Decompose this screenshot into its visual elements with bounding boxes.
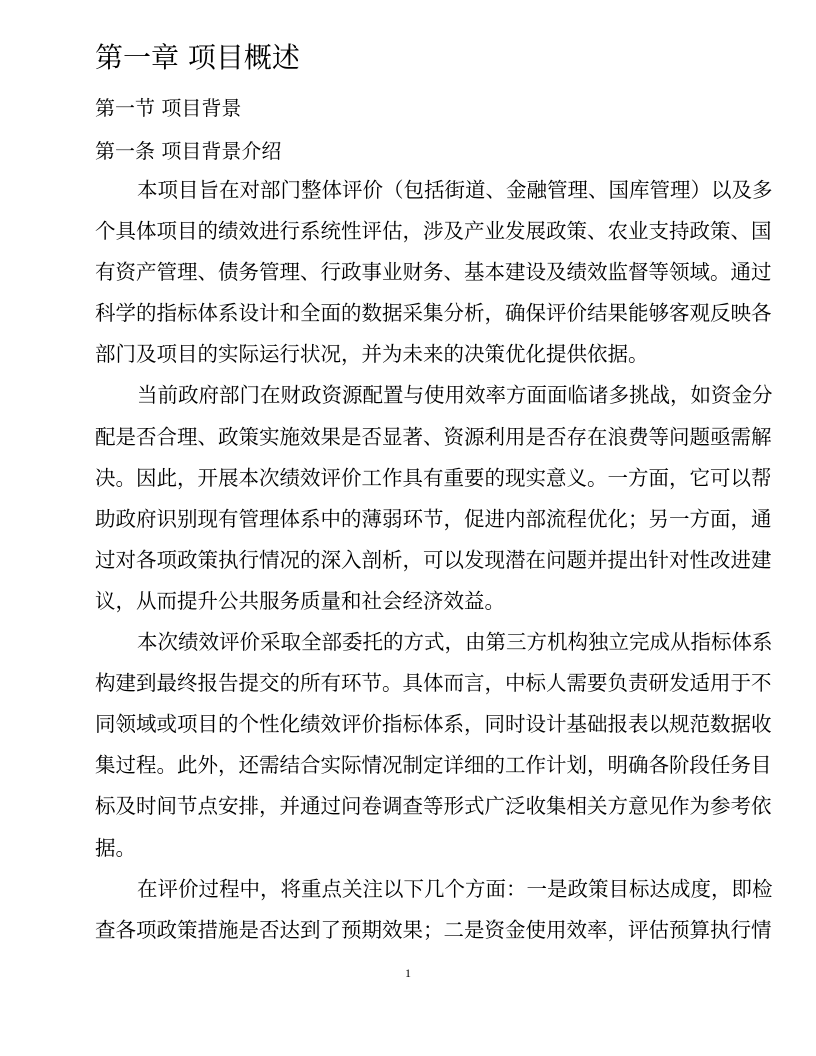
paragraph-line: 有资产管理、债务管理、行政事业财务、基本建设及绩效监督等领域。通过	[95, 260, 772, 285]
paragraph-line: 在评价过程中，将重点关注以下几个方面：一是政策目标达成度，即检	[137, 876, 773, 901]
document-body	[95, 170, 773, 951]
paragraph	[95, 869, 773, 951]
paragraph-line: 过对各项政策执行情况的深入剖析，可以发现潜在问题并提出针对性改进建	[95, 547, 772, 572]
section-title: 第一节 项目背景	[95, 96, 242, 120]
paragraph-line: 配是否合理、政策实施效果是否显著、资源利用是否存在浪费等问题亟需解	[95, 424, 772, 449]
paragraph-line: 助政府识别现有管理体系中的薄弱环节，促进内部流程优化；另一方面，通	[95, 506, 772, 531]
page-number: 1	[405, 966, 411, 980]
paragraph-line: 个具体项目的绩效进行系统性评估，涉及产业发展政策、农业支持政策、国	[95, 219, 772, 244]
paragraph	[95, 375, 773, 622]
paragraph	[95, 622, 773, 869]
chapter-title: 第一章 项目概述	[95, 41, 300, 74]
paragraph-line: 决。因此，开展本次绩效评价工作具有重要的现实意义。一方面，它可以帮	[95, 465, 772, 490]
paragraph-line: 当前政府部门在财政资源配置与使用效率方面面临诸多挑战，如资金分	[137, 383, 773, 408]
paragraph-line: 据。	[95, 835, 136, 860]
article-title: 第一条 项目背景介绍	[95, 139, 282, 163]
paragraph	[95, 170, 773, 375]
paragraph-line: 集过程。此外，还需结合实际情况制定详细的工作计划，明确各阶段任务目	[95, 753, 772, 778]
paragraph-line: 本项目旨在对部门整体评价（包括街道、金融管理、国库管理）以及多	[137, 178, 773, 202]
paragraph-line: 本次绩效评价采取全部委托的方式，由第三方机构独立完成从指标体系	[137, 630, 773, 655]
paragraph-line: 议，从而提升公共服务质量和社会经济效益。	[95, 588, 505, 613]
paragraph-line: 部门及项目的实际运行状况，并为未来的决策优化提供依据。	[95, 342, 649, 367]
paragraph-line: 构建到最终报告提交的所有环节。具体而言，中标人需要负责研发适用于不	[95, 671, 772, 696]
paragraph-line: 科学的指标体系设计和全面的数据采集分析，确保评价结果能够客观反映各	[95, 301, 772, 326]
paragraph-line: 标及时间节点安排，并通过问卷调查等形式广泛收集相关方意见作为参考依	[95, 794, 772, 819]
paragraph-line: 同领域或项目的个性化绩效评价指标体系，同时设计基础报表以规范数据收	[95, 712, 772, 737]
paragraph-line: 查各项政策措施是否达到了预期效果；二是资金使用效率，评估预算执行情	[95, 917, 772, 942]
